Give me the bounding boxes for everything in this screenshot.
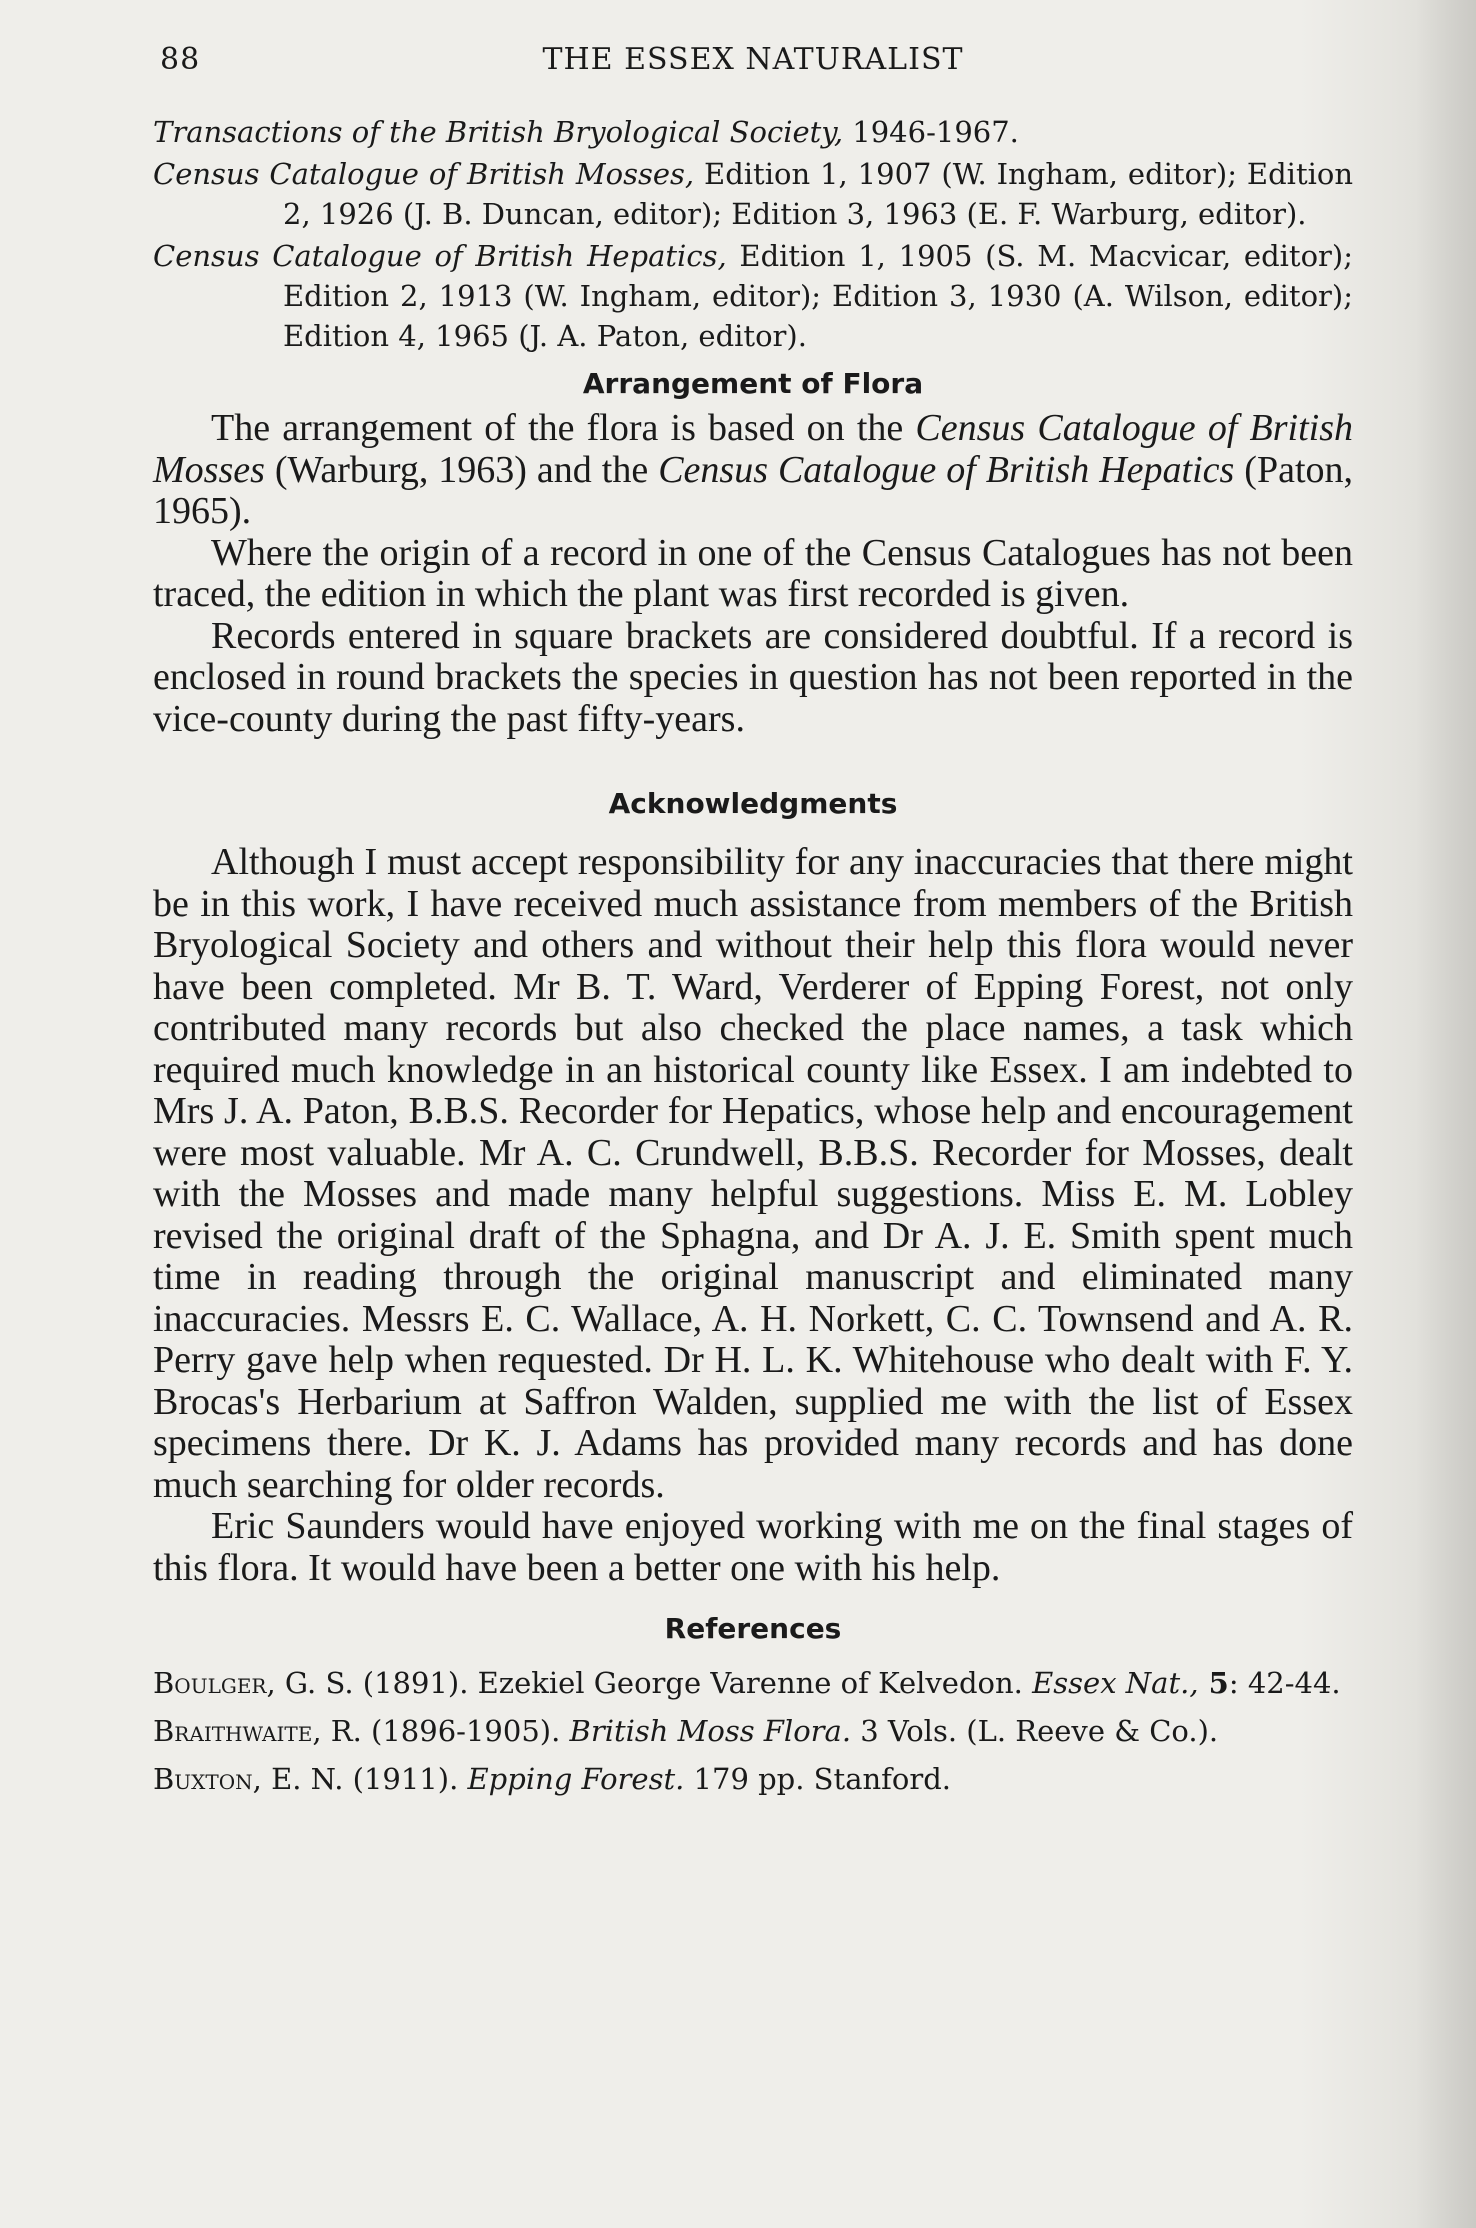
abbreviation-detail: 1946-1967. <box>843 115 1019 149</box>
catalogue-mosses-title: Census Catalogue of British Mosses <box>153 407 1353 491</box>
page-edge-shadow <box>1416 0 1476 2228</box>
arrangement-paragraph: Where the origin of a record in one of the Census Catalogues has not been traced, the edition in which the plant was first recorded is given. <box>153 531 1353 615</box>
abbreviation-entry <box>153 154 1353 234</box>
reference-entry: Braithwaite, R. (1896-1905). British Moss Flora. 3 Vols. (L. Reeve & Co.). <box>153 1714 1219 1748</box>
abbreviation-entry <box>153 236 1353 356</box>
abbreviation-detail: Edition 1, 1905 (S. M. Macvicar, editor); Edition 2, 1913 (W. Ingham, editor); Edition 3, 1930 (A. Wilson, editor); Edition 4, 1965 (J. A. Paton, editor). <box>283 239 1353 353</box>
abbreviation-title: Census Catalogue of British Hepatics, <box>153 239 727 273</box>
abbreviation-list <box>153 112 1353 356</box>
acknowledgments-paragraph: Eric Saunders would have enjoyed working with me on the final stages of this flora. It would have been a better one with his help. <box>153 1505 1353 1589</box>
abbreviation-detail: Edition 1, 1907 (W. Ingham, editor); Edition 2, 1926 (J. B. Duncan, editor); Edition 3, 1963 (E. F. Warburg, editor). <box>283 157 1354 231</box>
reference-entry: Boulger, G. S. (1891). Ezekiel George Varenne of Kelvedon. Essex Nat., 5: 42-44. <box>153 1666 1341 1700</box>
reference-list <box>153 1663 1353 1799</box>
acknowledgments-section <box>153 784 1353 1589</box>
arrangement-heading: Arrangement of Flora <box>582 367 924 400</box>
arrangement-paragraph: Records entered in square brackets are considered doubtful. If a record is enclosed in round brackets the species in question has not been reported in the vice-county during the past fifty-years. <box>153 614 1353 740</box>
abbreviation-title: Census Catalogue of British Mosses, <box>153 157 695 191</box>
arrangement-paragraph: The arrangement of the flora is based on the Census Catalogue of British Mosses (Warburg, 1963) and the Census Catalogue of British Hepatics (Paton, 1965). <box>153 407 1353 532</box>
abbreviation-entry <box>153 112 1353 152</box>
reference-author: Braithwaite, R. <box>153 1714 362 1748</box>
reference-journal: British Moss Flora. <box>569 1714 852 1748</box>
references-section <box>153 1609 1353 1799</box>
acknowledgments-paragraph: Although I must accept responsibility for any inaccuracies that there might be in this work, I have received much assistance from members of the British Bryological Society and others and without their help this flora would never have been completed. Mr B. T. Ward, Verderer of Epping Forest, not only contributed many records but also checked the place names, a task which required much knowledge in an historical county like Essex. I am indebted to Mrs J. A. Paton, B.B.S. Recorder for Hepatics, whose help and encouragement were most valuable. Mr A. C. Crundwell, B.B.S. Recorder for Mosses, dealt with the Mosses and made many helpful suggestions. Miss E. M. Lobley revised the original draft of the Sphagna, and Dr A. J. E. Smith spent much time in reading through the original manuscript and eliminated many inaccuracies. Messrs E. C. Wallace, A. H. Norkett, C. C. Townsend and A. R. Perry gave help when requested. Dr H. L. K. Whitehouse who dealt with F. Y. Brocas's Herbarium at Saffron Walden, supplied me with the list of Essex specimens there. Dr K. J. Adams has provided many records and has done much searching for older records. <box>153 841 1353 1506</box>
abbreviation-title: Transactions of the British Bryological Society, <box>153 115 844 149</box>
reference-author: Buxton, E. N. <box>153 1762 344 1796</box>
reference-entry: Buxton, E. N. (1911). Epping Forest. 179 pp. Stanford. <box>153 1762 952 1796</box>
reference-journal: Epping Forest. <box>467 1762 685 1796</box>
reference-author: Boulger, G. S. <box>153 1666 354 1700</box>
running-head <box>153 42 1353 88</box>
page-number: 88 <box>160 42 201 77</box>
references-heading: References <box>664 1612 842 1645</box>
acknowledgments-heading: Acknowledgments <box>608 787 898 820</box>
arrangement-section <box>153 364 1353 740</box>
journal-title: THE ESSEX NATURALIST <box>542 42 964 77</box>
text-column <box>153 42 1353 1807</box>
catalogue-hepatics-title: Census Catalogue of British Hepatics <box>658 448 1235 491</box>
reference-journal: Essex Nat., <box>1032 1666 1199 1700</box>
